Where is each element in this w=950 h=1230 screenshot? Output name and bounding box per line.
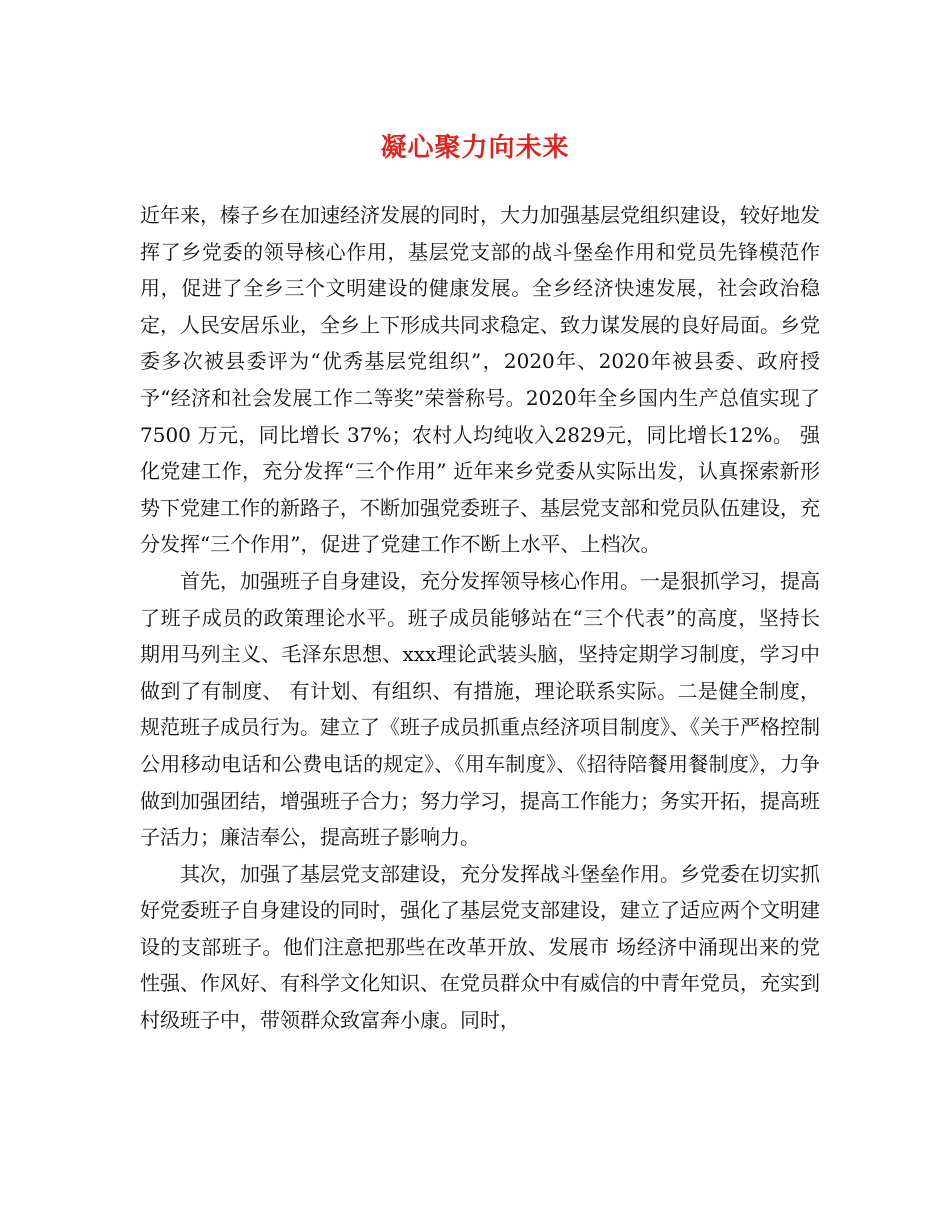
paragraph-intro: 近年来，榛子乡在加速经济发展的同时，大力加强基层党组织建设，较好地发挥了乡党委的领导核心作用，基层党支部的战斗堡垒作用和党员先锋模范作用，促进了全乡三个文明建设的健康发展。全乡经济快速发展，社会政治稳定，人民安居乐业，全乡上下形成共同求稳定、致力谋发展的良好局面。乡党委多次被县委评为“优秀基层党组织”，2020年、2020年被县委、政府授予“经济和社会发展工作二等奖”荣誉称号。2020年全乡国内生产总值实现了 7500 万元，同比增长 37%；农村人均纯收入2829元，同比增长12%。 强化党建工作，充分发挥“三个作用” 近年来乡党委从实际出发，认真探索新形势下党建工作的新路子，不断加强党委班子、基层党支部和党员队伍建设，充分发挥“三个作用”，促进了党建工作不断上水平、上档次。 bbox=[140, 203, 820, 557]
document-title: 凝心聚力向未来 bbox=[380, 133, 570, 163]
paragraph-first: 首先，加强班子自身建设，充分发挥领导核心作用。一是狠抓学习，提高了班子成员的政策理论水平。班子成员能够站在“三个代表”的高度，坚持长期用马列主义、毛泽东思想、xxx理论武装头脑，坚持定期学习制度，学习中做到了有制度、 有计划、有组织、有措施，理论联系实际。二是健全制度，规范班子成员行为。建立了《班子成员抓重点经济项目制度》、《关于严格控制公用移动电话和公费电话的规定》、《用车制度》、《招待陪餐用餐制度》，力争做到加强团结，增强班子合力；努力学习，提高工作能力；务实开拓，提高班子活力；廉洁奉公，提高班子影响力。 bbox=[140, 568, 820, 850]
document-body bbox=[140, 197, 820, 1039]
paragraph-second: 其次，加强了基层党支部建设，充分发挥战斗堡垒作用。乡党委在切实抓好党委班子自身建设的同时，强化了基层党支部建设，建立了适应两个文明建设的支部班子。他们注意把那些在改革开放、发展市 场经济中涌现出来的党性强、作风好、有科学文化知识、在党员群众中有威信的中青年党员，充实到村级班子中，带领群众致富奔小康。同时， bbox=[140, 861, 820, 1033]
